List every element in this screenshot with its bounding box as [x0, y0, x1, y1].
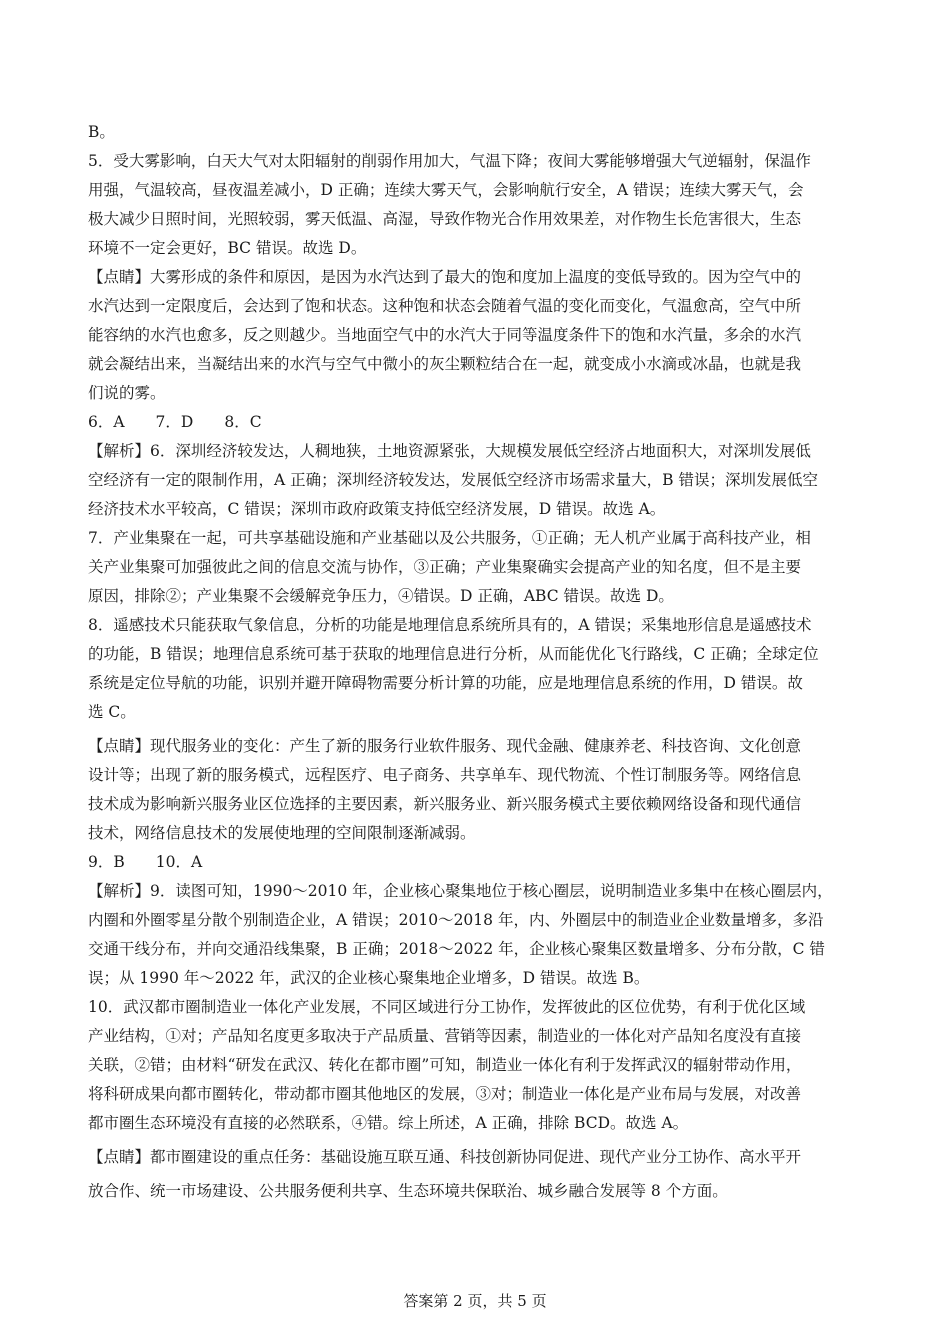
text-line: 7．产业集聚在一起，可共享基础设施和产业基础以及公共服务，①正确；无人机产业属于高科技产业，相: [88, 529, 811, 547]
text-line: 【点睛】都市圈建设的重点任务：基础设施互联互通、科技创新协同促进、现代产业分工协作、高水平开: [88, 1148, 802, 1166]
text-line: 就会凝结出来，当凝结出来的水汽与空气中微小的灰尘颗粒结合在一起，就变成小水滴或冰晶，也就是我: [88, 355, 802, 373]
text-line: 关产业集聚可加强彼此之间的信息交流与协作，③正确；产业集聚确实会提高产业的知名度，但不是主要: [88, 558, 802, 576]
text-line: 技术，网络信息技术的发展使地理的空间限制逐渐减弱。: [88, 824, 476, 842]
text-line: 【点睛】现代服务业的变化：产生了新的服务行业软件服务、现代金融、健康养老、科技咨询、文化创意: [88, 737, 802, 755]
text-line: 空经济有一定的限制作用，A 正确；深圳经济较发达，发展低空经济市场需求量大，B 错误；深圳发展低空: [88, 471, 818, 489]
text-line: 经济技术水平较高，C 错误；深圳市政府政策支持低空经济发展，D 错误。故选 A。: [88, 500, 666, 518]
text-line: 技术成为影响新兴服务业区位选择的主要因素，新兴服务业、新兴服务模式主要依赖网络设备和现代通信: [88, 795, 802, 813]
text-line: 原因，排除②；产业集聚不会缓解竞争压力，④错误。D 正确，ABC 错误。故选 D。: [88, 587, 674, 605]
text-line: 内圈和外圈零星分散个别制造企业，A 错误；2010～2018 年，内、外圈层中的制造业企业数量增多，多沿: [88, 911, 824, 929]
text-line: 产业结构，①对；产品知名度更多取决于产品质量、营销等因素，制造业的一体化对产品知名度没有直接: [88, 1027, 802, 1045]
text-line: 水汽达到一定限度后，会达到了饱和状态。这种饱和状态会随着气温的变化而变化，气温愈高，空气中所: [88, 297, 802, 315]
text-line: 的功能，B 错误；地理信息系统可基于获取的地理信息进行分析，从而能优化飞行路线，C 正确；全球定位: [88, 645, 819, 663]
text-line: 【点睛】大雾形成的条件和原因，是因为水汽达到了最大的饱和度加上温度的变低导致的。因为空气中的: [88, 268, 802, 286]
text-line: 都市圈生态环境没有直接的必然联系，④错。综上所述，A 正确，排除 BCD。故选 A。: [88, 1114, 689, 1132]
text-line: 极大减少日照时间，光照较弱，雾天低温、高湿，导致作物光合作用效果差，对作物生长危害很大，生态: [88, 210, 802, 228]
text-line: 将科研成果向都市圈转化，带动都市圈其他地区的发展，③对；制造业一体化是产业布局与发展，对改善: [88, 1085, 802, 1103]
text-line: 8．遥感技术只能获取气象信息，分析的功能是地理信息系统所具有的，A 错误；采集地形信息是遥感技术: [88, 616, 812, 634]
text-line: 关联，②错；由材料“研发在武汉、转化在都市圈”可知，制造业一体化有利于发挥武汉的辐射带动作用，: [88, 1056, 802, 1074]
text-line: B。: [88, 123, 115, 141]
text-line: 环境不一定会更好，BC 错误。故选 D。: [88, 239, 367, 257]
text-line: 9．B 10．A: [88, 853, 203, 871]
text-line: 选 C。: [88, 703, 136, 721]
text-line: 系统是定位导航的功能，识别并避开障碍物需要分析计算的功能，应是地理信息系统的作用，D 错误。故: [88, 674, 803, 692]
text-line: 能容纳的水汽也愈多，反之则越少。当地面空气中的水汽大于同等温度条件下的饱和水汽量，多余的水汽: [88, 326, 802, 344]
answer-text-body: [88, 118, 873, 1206]
text-line: 用强，气温较高，昼夜温差减小，D 正确；连续大雾天气，会影响航行安全，A 错误；连续大雾天气，会: [88, 181, 804, 199]
text-line: 误；从 1990 年～2022 年，武汉的企业核心聚集地企业增多，D 错误。故选 B。: [88, 969, 650, 987]
text-line: 交通干线分布，并向交通沿线集聚，B 正确；2018～2022 年，企业核心聚集区数量增多、分布分散，C 错: [88, 940, 825, 958]
text-line: 设计等；出现了新的服务模式，远程医疗、电子商务、共享单车、现代物流、个性订制服务等。网络信息: [88, 766, 802, 784]
text-line: 6．A 7．D 8．C: [88, 413, 262, 431]
page-footer: 答案第 2 页，共 5 页: [403, 1292, 547, 1310]
text-line: 【解析】6．深圳经济较发达，人稠地狭，土地资源紧张，大规模发展低空经济占地面积大，对深圳发展低: [88, 442, 811, 460]
text-line: 们说的雾。: [88, 384, 166, 402]
text-line: 【解析】9．读图可知，1990～2010 年，企业核心聚集地位于核心圈层，说明制造业多集中在核心圈层内，: [88, 882, 833, 900]
text-line: 5．受大雾影响，白天大气对太阳辐射的削弱作用加大，气温下降；夜间大雾能够增强大气逆辐射，保温作: [88, 152, 811, 170]
text-line: 10．武汉都市圈制造业一体化产业发展，不同区域进行分工协作，发挥彼此的区位优势，有利于优化区域: [88, 998, 806, 1016]
text-line: 放合作、统一市场建设、公共服务便利共享、生态环境共保联治、城乡融合发展等 8 个方面。: [88, 1182, 728, 1200]
